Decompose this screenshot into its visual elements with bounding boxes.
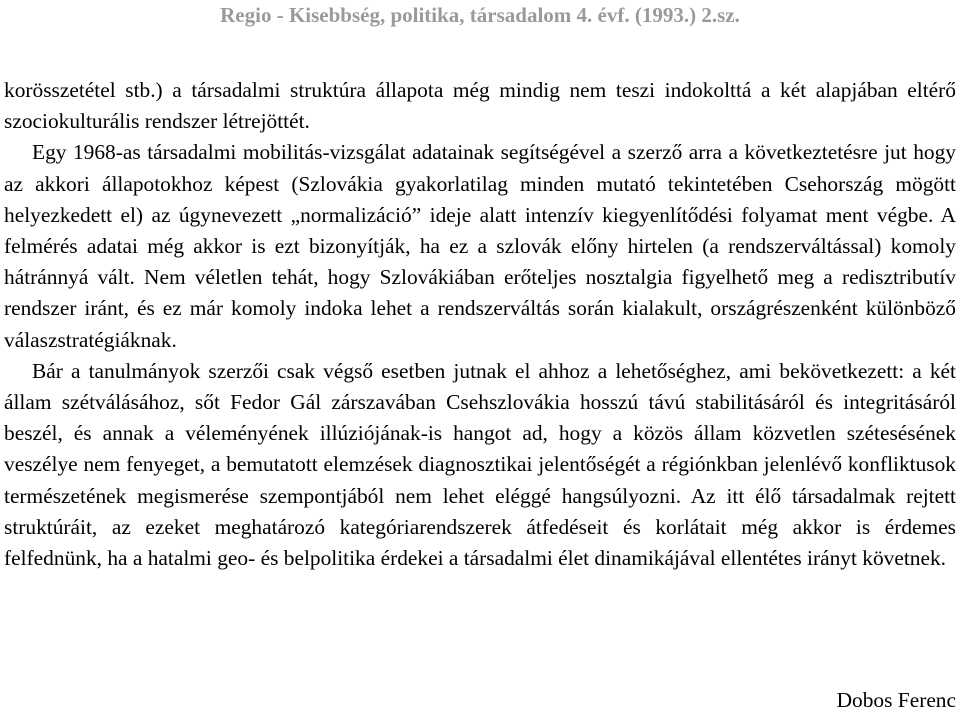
running-header: Regio - Kisebbség, politika, társadalom 4. évf. (1993.) 2.sz. xyxy=(220,3,740,27)
author-signature: Dobos Ferenc xyxy=(836,688,956,712)
paragraph-2: Egy 1968-as társadalmi mobilitás-vizsgálat adatainak segítségével a szerző arra a következtetésre jut hogy az akkori állapotokhoz képest (Szlovákia gyakorlatilag minden mutató tekintetében Csehország mögött helyezkedett el) az úgynevezett „normalizáció” ideje alatt intenzív kiegyenlítődési folyamat ment végbe. A felmérés adatai még akkor is ezt bizonyítják, ha ez a szlovák előny hirtelen (a rendszerváltással) komoly hátránnyá vált. Nem véletlen tehát, hogy Szlovákiában erőteljes nosztalgia figyelhető meg a redisztributív rendszer iránt, és ez már komoly indoka lehet a rendszerváltás során kialakult, országrészenként különböző válaszstratégiáknak. xyxy=(4,140,956,352)
paragraph-1: korösszetétel stb.) a társadalmi struktúra állapota még mindig nem teszi indokolttá a két alapjában eltérő szociokulturális rendszer létrejöttét. xyxy=(4,78,956,134)
article-body xyxy=(4,75,956,574)
paragraph-3: Bár a tanulmányok szerzői csak végső esetben jutnak el ahhoz a lehetőséghez, ami bekövetkezett: a két állam szétválásához, sőt Fedor Gál zárszavában Csehszlovákia hosszú távú stabilitásáról és integritásáról beszél, és annak a véleményének illúziójának-is hangot ad, hogy a közös állam közvetlen szétesésének veszélye nem fenyeget, a bemutatott elemzések diagnosztikai jelentőségét a régiónkban jelenlévő konfliktusok természetének megismerése szempontjából nem lehet eléggé hangsúlyozni. Az itt élő társadalmak rejtett struktúráit, az ezeket meghatározó kategóriarendszerek átfedéseit és korlátait még akkor is érdemes felfednünk, ha a hatalmi geo- és belpolitika érdekei a társadalmi élet dinamikájával ellentétes irányt követnek. xyxy=(4,358,956,571)
